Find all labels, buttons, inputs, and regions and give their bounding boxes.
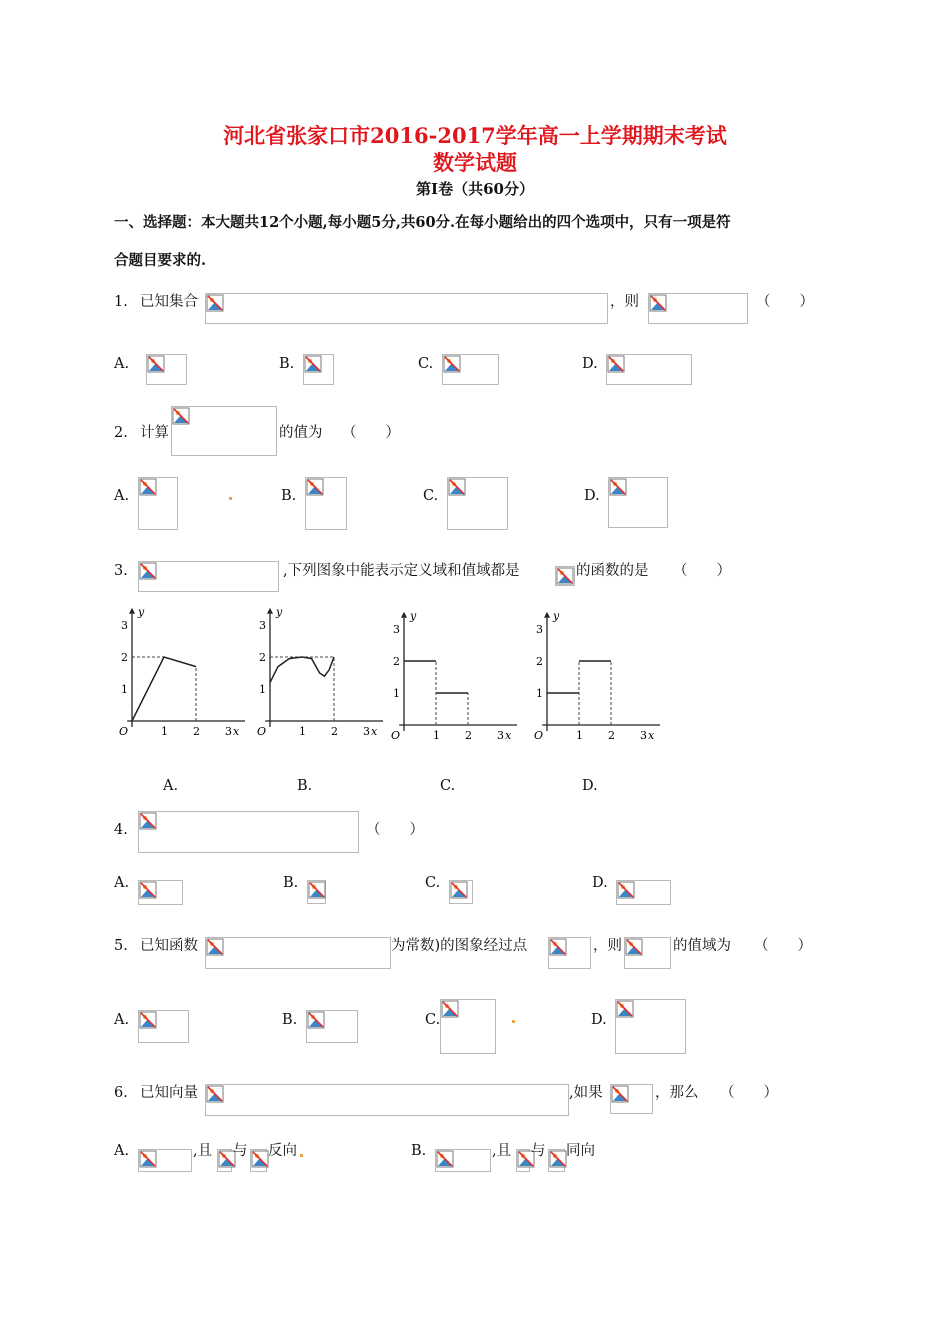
graph-c-y-tick: 1 bbox=[393, 687, 400, 700]
graph-b-curve bbox=[270, 657, 334, 683]
q4-formula-image bbox=[138, 811, 359, 853]
graph-c-x-tick: O bbox=[391, 729, 401, 742]
q5-stem: 已知函数 bbox=[140, 938, 198, 954]
q4-option-a-label: A. bbox=[114, 875, 130, 891]
graph-a bbox=[115, 608, 245, 743]
broken-image-icon bbox=[556, 567, 574, 585]
q1-option-d-label: D. bbox=[582, 356, 598, 372]
graph-b-y-tick: 3 bbox=[259, 619, 266, 632]
q5-option-d-image bbox=[615, 999, 686, 1054]
q2-value-of: 的值为 bbox=[279, 425, 323, 441]
q6-option-b-text3: 同向 bbox=[566, 1143, 595, 1159]
q3-stem: ,下列图象中能表示定义域和值域都是 bbox=[283, 563, 520, 579]
graph-b-label: B. bbox=[297, 778, 313, 794]
exam-subtitle: 数学试题 bbox=[433, 150, 517, 175]
graph-d-x-label: x bbox=[648, 729, 655, 742]
q5-option-d-label: D. bbox=[591, 1012, 607, 1028]
graph-b-x-tick: O bbox=[257, 725, 267, 738]
graph-c-y-arrow bbox=[401, 612, 407, 618]
graph-b-x-label: x bbox=[371, 725, 378, 738]
graph-c-y-label: y bbox=[410, 612, 417, 623]
q6-option-a-vec1 bbox=[217, 1149, 232, 1172]
q6-option-a-vec2 bbox=[250, 1149, 267, 1172]
q2-option-c-label: C. bbox=[423, 488, 439, 504]
broken-image-icon bbox=[139, 1011, 157, 1029]
graph-a-y-tick: 3 bbox=[121, 619, 128, 632]
graph-c-x-tick: 3 bbox=[497, 729, 504, 742]
graph-d-y-arrow bbox=[544, 612, 550, 618]
q4-option-c-label: C. bbox=[425, 875, 441, 891]
q5-option-a-image bbox=[138, 1010, 189, 1043]
q2-option-d-image bbox=[608, 477, 668, 528]
q5-option-c-label: C. bbox=[425, 1012, 441, 1028]
q6-option-b-image bbox=[435, 1149, 491, 1172]
q4-option-b-image bbox=[307, 880, 326, 904]
q6-number: 6. bbox=[114, 1085, 128, 1101]
q6-option-b-text1: ,且 bbox=[492, 1143, 512, 1159]
q6-option-b-label: B. bbox=[411, 1143, 427, 1159]
graph-a-x-tick: O bbox=[119, 725, 129, 738]
broken-image-icon bbox=[206, 294, 224, 312]
q2-option-d-label: D. bbox=[584, 488, 600, 504]
q6-answer-paren: （ ） bbox=[720, 1085, 778, 1101]
graph-c-label: C. bbox=[440, 778, 456, 794]
q1-stem: 已知集合 bbox=[140, 294, 198, 310]
graph-b-x-tick: 1 bbox=[299, 725, 306, 738]
q3-domain-image bbox=[555, 566, 575, 586]
q5-function-image bbox=[624, 937, 671, 969]
q2-option-b-label: B. bbox=[281, 488, 297, 504]
graph-d bbox=[530, 612, 660, 747]
graph-a-curve bbox=[132, 657, 196, 721]
graph-a-y-tick: 2 bbox=[121, 651, 128, 664]
graph-d-y-tick: 3 bbox=[536, 623, 543, 636]
q5-range-of: 的值域为 bbox=[673, 938, 731, 954]
graph-d-y-label: y bbox=[553, 612, 560, 623]
q4-option-c-image bbox=[449, 880, 473, 904]
q2-stem: 计算 bbox=[140, 425, 169, 441]
broken-image-icon bbox=[206, 938, 224, 956]
q5-formula-image bbox=[205, 937, 391, 969]
graph-a-x-tick: 2 bbox=[193, 725, 200, 738]
part-heading: 第Ⅰ卷（共60分） bbox=[416, 180, 534, 198]
q3-formula-image bbox=[138, 561, 279, 592]
q1-formula-image-2 bbox=[648, 293, 748, 324]
graph-a-y-arrow bbox=[129, 608, 135, 614]
broken-image-icon bbox=[206, 1085, 224, 1103]
q5-option-b-image bbox=[306, 1010, 358, 1043]
q6-option-a-text1: ,且 bbox=[193, 1143, 213, 1159]
q4-answer-paren: （ ） bbox=[366, 822, 424, 838]
q1-number: 1. bbox=[114, 294, 128, 310]
q2-option-a-image bbox=[138, 477, 178, 530]
graph-c-x-tick: 1 bbox=[433, 729, 440, 742]
q3-answer-paren: （ ） bbox=[673, 563, 731, 579]
q6-condition-image bbox=[610, 1084, 653, 1114]
q2-answer-paren: （ ） bbox=[342, 425, 400, 441]
graph-b-y-tick: 2 bbox=[259, 651, 266, 664]
q4-option-d-label: D. bbox=[592, 875, 608, 891]
q5-option-a-label: A. bbox=[114, 1012, 130, 1028]
graph-d-x-tick: O bbox=[534, 729, 544, 742]
graph-d-y-tick: 2 bbox=[536, 655, 543, 668]
broken-image-icon bbox=[549, 938, 567, 956]
broken-image-icon bbox=[450, 881, 468, 899]
graph-a-x-tick: 3 bbox=[225, 725, 232, 738]
exam-title: 河北省张家口市2016-2017学年高一上学期期末考试 bbox=[223, 123, 727, 148]
graph-b-x-tick: 3 bbox=[363, 725, 370, 738]
broken-image-icon bbox=[443, 355, 461, 373]
graph-c-x-label: x bbox=[505, 729, 512, 742]
broken-image-icon bbox=[448, 478, 466, 496]
graph-d-label: D. bbox=[582, 778, 598, 794]
broken-image-icon bbox=[617, 881, 635, 899]
graph-d-y-tick: 1 bbox=[536, 687, 543, 700]
q1-formula-image bbox=[205, 293, 608, 324]
q1-option-a-image bbox=[146, 354, 187, 385]
graph-d-x-tick: 1 bbox=[576, 729, 583, 742]
q6-option-a-image bbox=[138, 1149, 192, 1172]
q5-stem-cont: 为常数)的图象经过点 bbox=[391, 938, 528, 954]
q3-number: 3. bbox=[114, 563, 128, 579]
graph-b-y-arrow bbox=[267, 608, 273, 614]
q6-then: ，那么 bbox=[655, 1085, 699, 1101]
q2-option-b-image bbox=[305, 477, 347, 530]
q6-stem: 已知向量 bbox=[140, 1085, 198, 1101]
graph-b-x-tick: 2 bbox=[331, 725, 338, 738]
q6-option-a-text3: 反向 bbox=[268, 1143, 297, 1159]
q6-option-b-text2: 与 bbox=[531, 1143, 546, 1159]
broken-image-icon bbox=[139, 881, 157, 899]
broken-image-icon bbox=[251, 1150, 269, 1168]
section-instructions-line1: 一、选择题：本大题共12个小题,每小题5分,共60分.在每小题给出的四个选项中，只有一项是符 bbox=[114, 214, 731, 231]
broken-image-icon bbox=[172, 407, 190, 425]
q1-option-c-image bbox=[442, 354, 499, 385]
q2-formula-image bbox=[171, 406, 277, 456]
q1-option-c-label: C. bbox=[418, 356, 434, 372]
broken-image-icon bbox=[304, 355, 322, 373]
broken-image-icon bbox=[139, 562, 157, 580]
graph-a-x-label: x bbox=[233, 725, 240, 738]
q2-option-a-label: A. bbox=[114, 488, 130, 504]
q5-then: ，则 bbox=[593, 938, 622, 954]
q4-option-b-label: B. bbox=[283, 875, 299, 891]
graph-c-y-tick: 2 bbox=[393, 655, 400, 668]
graph-a-x-tick: 1 bbox=[161, 725, 168, 738]
broken-image-icon bbox=[306, 478, 324, 496]
q5-point-image bbox=[548, 937, 591, 969]
q1-answer-paren: （ ） bbox=[756, 294, 814, 310]
q1-then: ，则 bbox=[610, 294, 639, 310]
broken-image-icon bbox=[609, 478, 627, 496]
graph-c-x-tick: 2 bbox=[465, 729, 472, 742]
q4-option-d-image bbox=[616, 880, 671, 905]
q3-function-is: 的函数的是 bbox=[576, 563, 649, 579]
q5-answer-paren: （ ） bbox=[754, 938, 812, 954]
q5-option-c-image bbox=[440, 999, 496, 1054]
graph-b-y-label: y bbox=[276, 608, 283, 619]
broken-image-icon bbox=[436, 1150, 454, 1168]
graph-a-label: A. bbox=[163, 778, 179, 794]
broken-image-icon bbox=[607, 355, 625, 373]
q1-option-b-label: B. bbox=[279, 356, 295, 372]
q2-number: 2. bbox=[114, 425, 128, 441]
graph-a-y-tick: 1 bbox=[121, 683, 128, 696]
broken-image-icon bbox=[611, 1085, 629, 1103]
broken-image-icon bbox=[549, 1150, 567, 1168]
q2-option-c-image bbox=[447, 477, 508, 530]
q6-option-b-vec1 bbox=[516, 1149, 530, 1172]
graph-b bbox=[253, 608, 383, 743]
q6-if: ,如果 bbox=[569, 1085, 603, 1101]
broken-image-icon bbox=[649, 294, 667, 312]
broken-image-icon bbox=[139, 478, 157, 496]
broken-image-icon bbox=[147, 355, 165, 373]
q1-option-a-label: A. bbox=[114, 356, 130, 372]
q5-number: 5. bbox=[114, 938, 128, 954]
q4-number: 4. bbox=[114, 822, 128, 838]
broken-image-icon bbox=[441, 1000, 459, 1018]
graph-c bbox=[387, 612, 517, 747]
broken-image-icon bbox=[625, 938, 643, 956]
q6-option-a-label: A. bbox=[114, 1143, 130, 1159]
graph-c-y-tick: 3 bbox=[393, 623, 400, 636]
section-instructions-line2: 合题目要求的. bbox=[114, 252, 207, 269]
broken-image-icon bbox=[307, 1011, 325, 1029]
broken-image-icon bbox=[139, 812, 157, 830]
q1-option-d-image bbox=[606, 354, 692, 385]
q6-option-a-text2: 与 bbox=[233, 1143, 248, 1159]
q1-option-b-image bbox=[303, 354, 334, 385]
q5-option-b-label: B. bbox=[282, 1012, 298, 1028]
graph-a-y-label: y bbox=[138, 608, 145, 619]
broken-image-icon bbox=[616, 1000, 634, 1018]
broken-image-icon bbox=[308, 881, 326, 899]
q6-formula-image bbox=[205, 1084, 569, 1116]
graph-d-x-tick: 3 bbox=[640, 729, 647, 742]
graph-b-y-tick: 1 bbox=[259, 683, 266, 696]
broken-image-icon bbox=[139, 1150, 157, 1168]
q4-option-a-image bbox=[138, 880, 183, 905]
graph-d-x-tick: 2 bbox=[608, 729, 615, 742]
q6-option-b-vec2 bbox=[548, 1149, 565, 1172]
